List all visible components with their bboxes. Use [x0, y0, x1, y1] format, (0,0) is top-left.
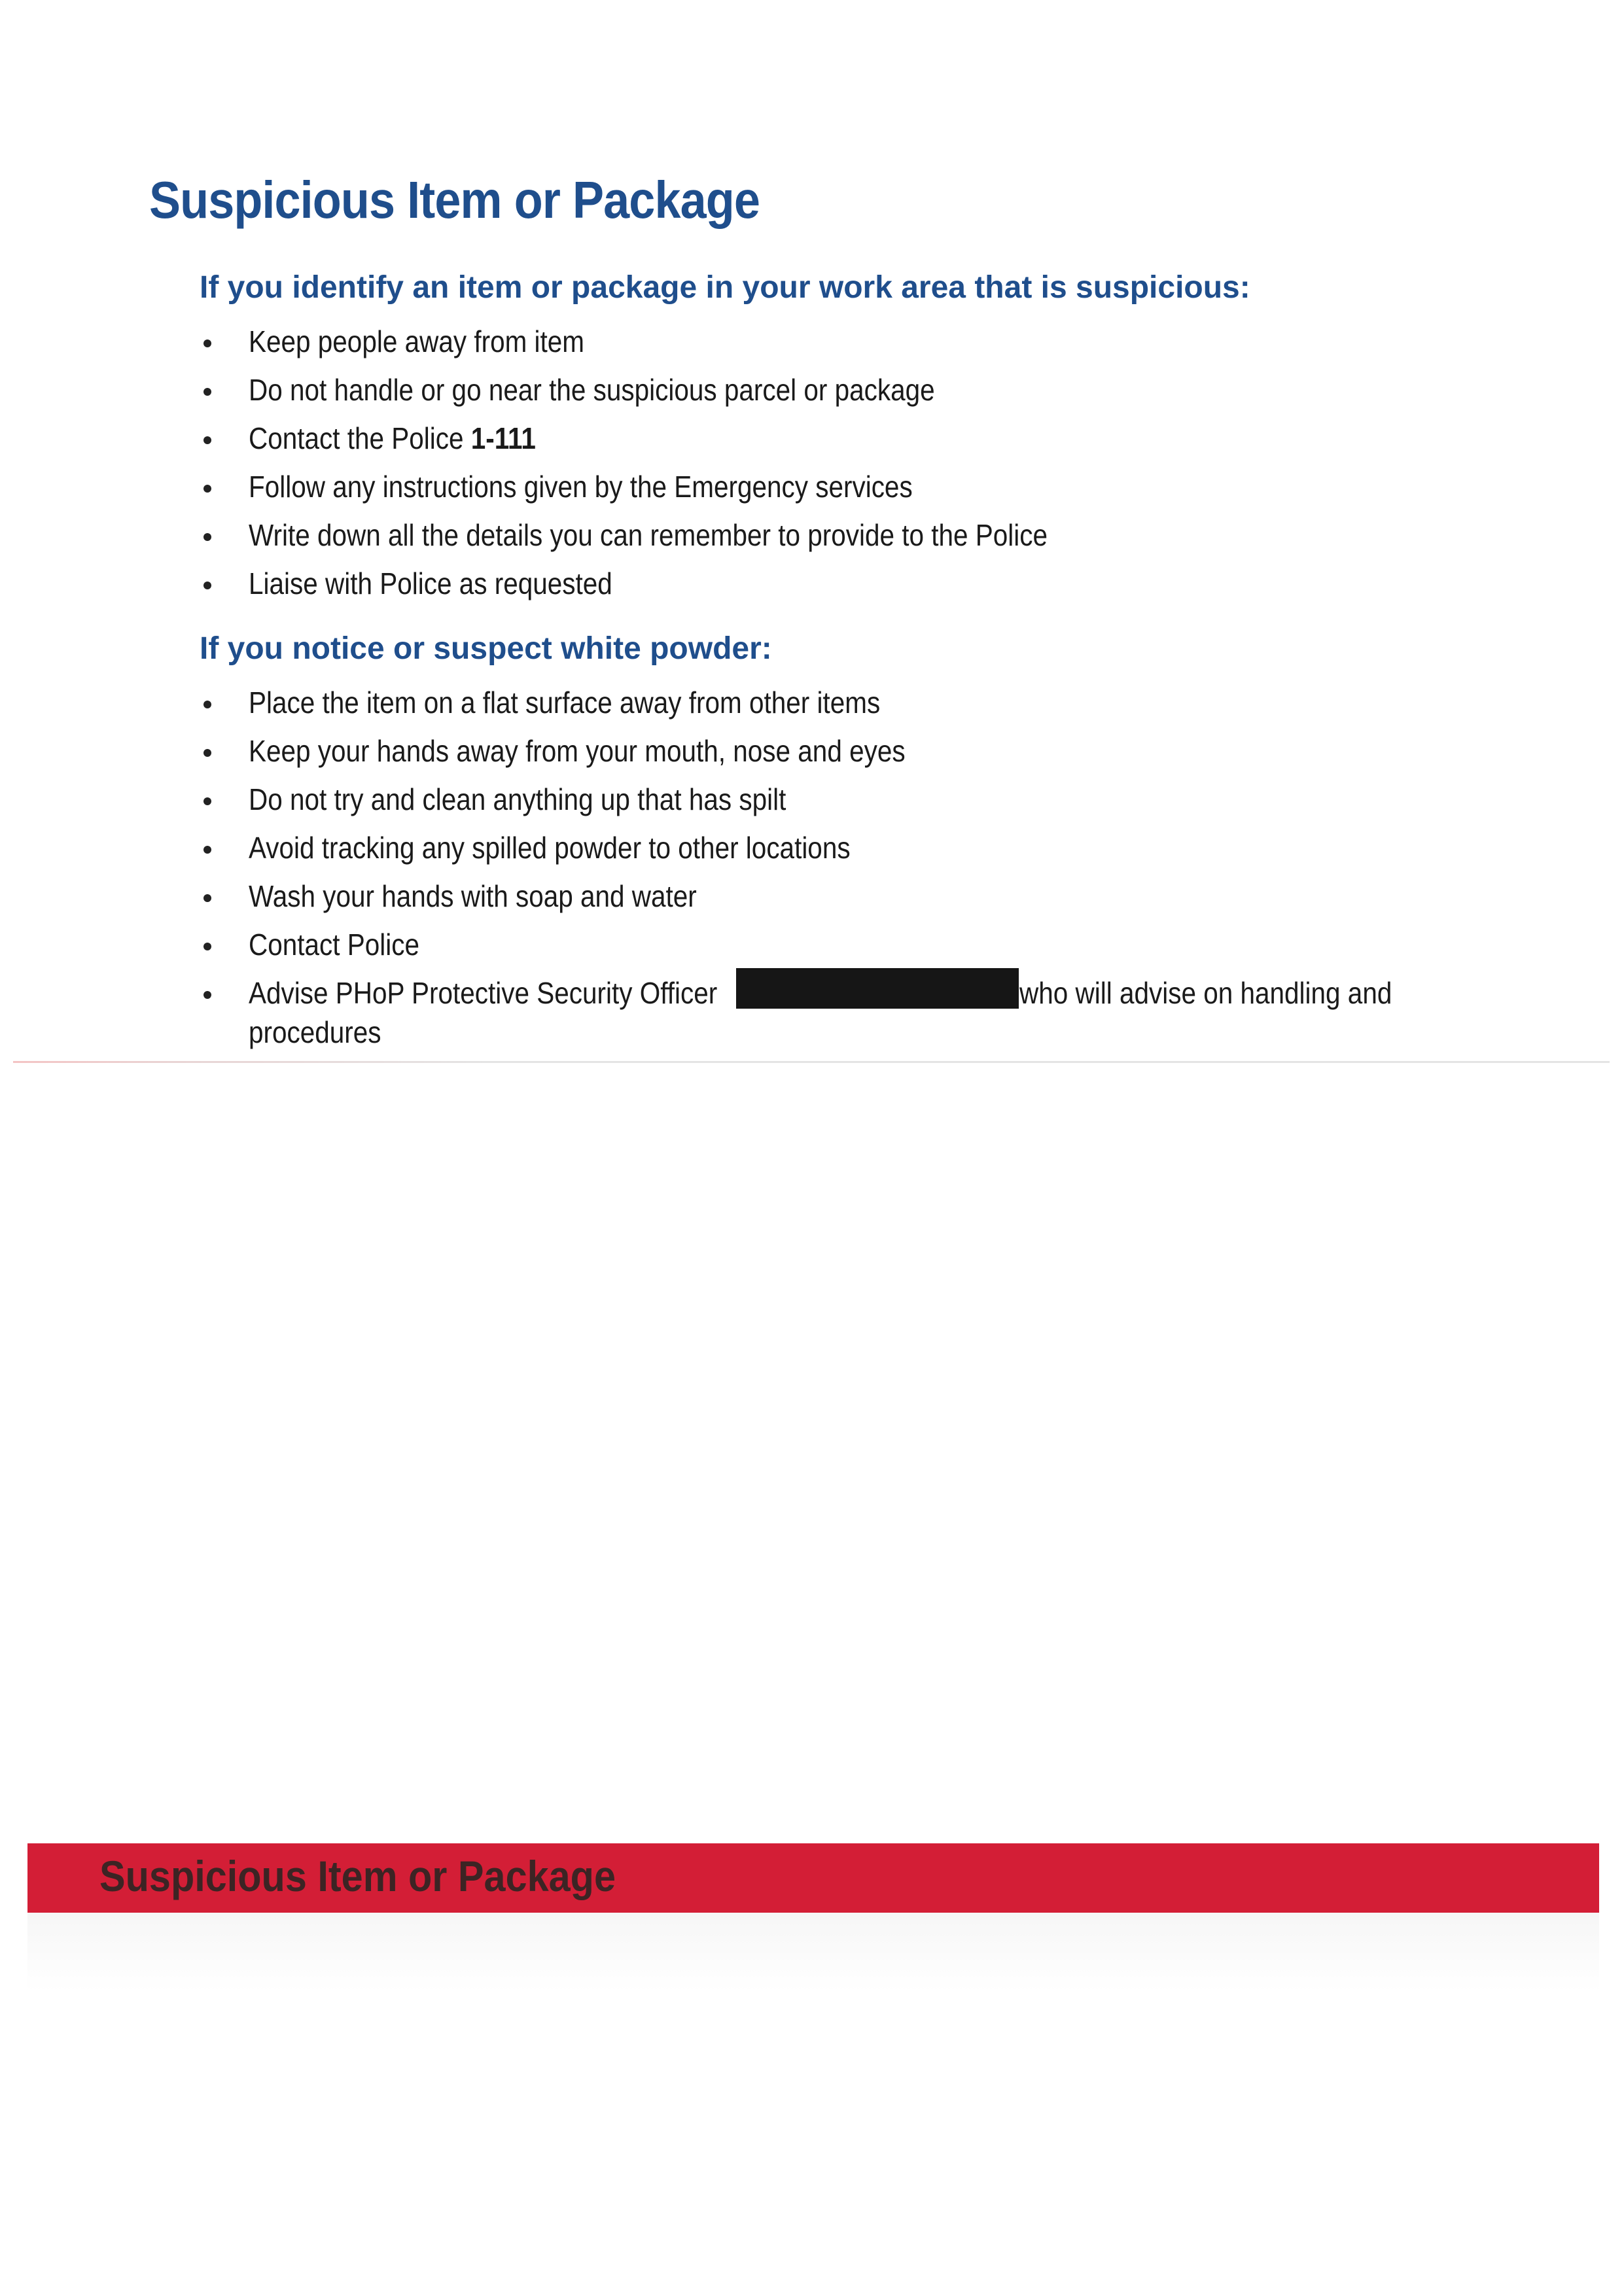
page-title: Suspicious Item or Package [149, 171, 760, 229]
procedures-text: procedures [249, 1015, 381, 1049]
contact-police-text: Contact the Police [249, 421, 471, 455]
bullet-icon [203, 749, 211, 757]
list-item: Follow any instructions given by the Emergency services [200, 467, 1157, 515]
suspicious-item-bullet-list [200, 322, 1157, 612]
bullet-icon [203, 846, 211, 854]
advise-officer-text: Advise PHoP Protective Security Officer [249, 976, 718, 1010]
advise-handling-text: who will advise on handling and [1019, 976, 1392, 1010]
bullet-icon [203, 388, 211, 396]
bullet-icon [203, 485, 211, 493]
list-item: Keep your hands away from your mouth, nose and eyes [200, 731, 995, 780]
list-item: Wash your hands with soap and water [200, 877, 995, 925]
bullet-icon [203, 582, 211, 589]
section-heading-suspicious-item: If you identify an item or package in your work area that is suspicious: [200, 270, 1250, 305]
footer-banner-shadow [27, 1913, 1599, 1991]
list-item: Place the item on a flat surface away from other items [200, 683, 995, 731]
bullet-icon [203, 894, 211, 902]
list-item: Write down all the details you can remember to provide to the Police [200, 515, 1157, 564]
section-divider [13, 1061, 1610, 1063]
list-item: Contact Police [200, 925, 995, 973]
police-phone-number: 1-111 [470, 421, 536, 455]
list-item: Do not try and clean anything up that has spilt [200, 780, 995, 828]
footer-banner [27, 1843, 1599, 1913]
bullet-icon [203, 533, 211, 541]
redaction-block [736, 968, 1019, 1009]
list-item: Avoid tracking any spilled powder to other locations [200, 828, 995, 877]
list-item: Keep people away from item [200, 322, 1157, 370]
list-item: Do not handle or go near the suspicious parcel or package [200, 370, 1157, 419]
bullet-icon [203, 943, 211, 950]
section-heading-white-powder: If you notice or suspect white powder: [200, 631, 772, 666]
list-item [200, 419, 1157, 467]
bullet-icon [203, 436, 211, 444]
bullet-icon [203, 339, 211, 347]
bullet-icon [203, 991, 211, 999]
list-item: Liaise with Police as requested [200, 564, 1157, 612]
footer-banner-title: Suspicious Item or Package [99, 1852, 616, 1900]
bullet-icon [203, 797, 211, 805]
bullet-icon [203, 701, 211, 708]
